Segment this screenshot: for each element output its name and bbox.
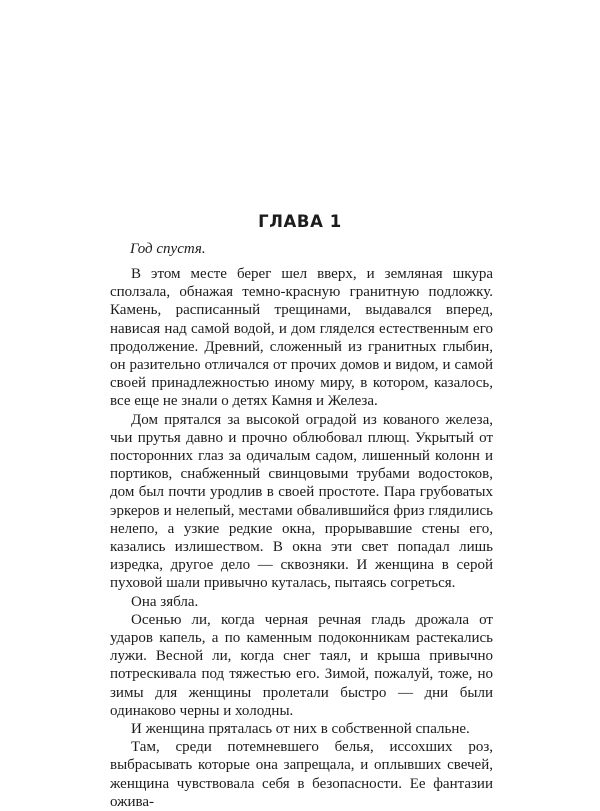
paragraph: В этом месте берег шел вверх, и земляная шкура сползала, обнажая темно-красную гранитную подложку. Камень, расписанный трещинами, выдавался вперед, нависая над самой водой, и дом гляделся естественным его продолжение. Древний, сложенный из гранитных глыбин, он разительно отличался от прочих домов и видом, и самой своей принадлежностью иному миру, в котором, казалось, все еще не знали о детях Камня и Железа.: [110, 266, 493, 410]
paragraph: Дом прятался за высокой оградой из кованого железа, чьи прутья давно и прочно облюбовал плющ. Укрытый от посторонних глаз за одичалым садом, лишенный колонн и портиков, снабженный свинцовыми трубами водостоков, дом был почти уродлив в своей простоте. Пара грубоватых эркеров и нелепый, местами обвалившийся фриз глядились нелепо, а узкие редкие окна, прорывавшие стены его, казались излишеством. В окна эти свет попадал лишь изредка, другое дело — сквозняки. И женщина в серой пуховой шали привычно куталась, пытаясь согреться.: [110, 411, 493, 592]
chapter-title: ГЛАВА 1: [258, 212, 342, 231]
paragraph: Осенью ли, когда черная речная гладь дрожала от ударов капель, а по каменным подоконникам растекались лужи. Весной ли, когда снег таял, и крыша привычно потрескивала под тяжестью его. Зимой, пожалуй, тоже, но зимы для женщины пролетали быстро — дни были одинаково черны и холодны.: [110, 611, 493, 719]
body-text: [110, 265, 493, 811]
epigraph: Год спустя.: [130, 241, 206, 257]
paragraph: Там, среди потемневшего белья, иссохших роз, выбрасывать которые она запрещала, и оплывших свечей, женщина чувствовала себя в безопасности. Ее фантазии ожива-: [110, 739, 493, 810]
paragraph: И женщина пряталась от них в собственной спальне.: [131, 721, 470, 738]
paragraph: Она зябла.: [131, 593, 199, 610]
